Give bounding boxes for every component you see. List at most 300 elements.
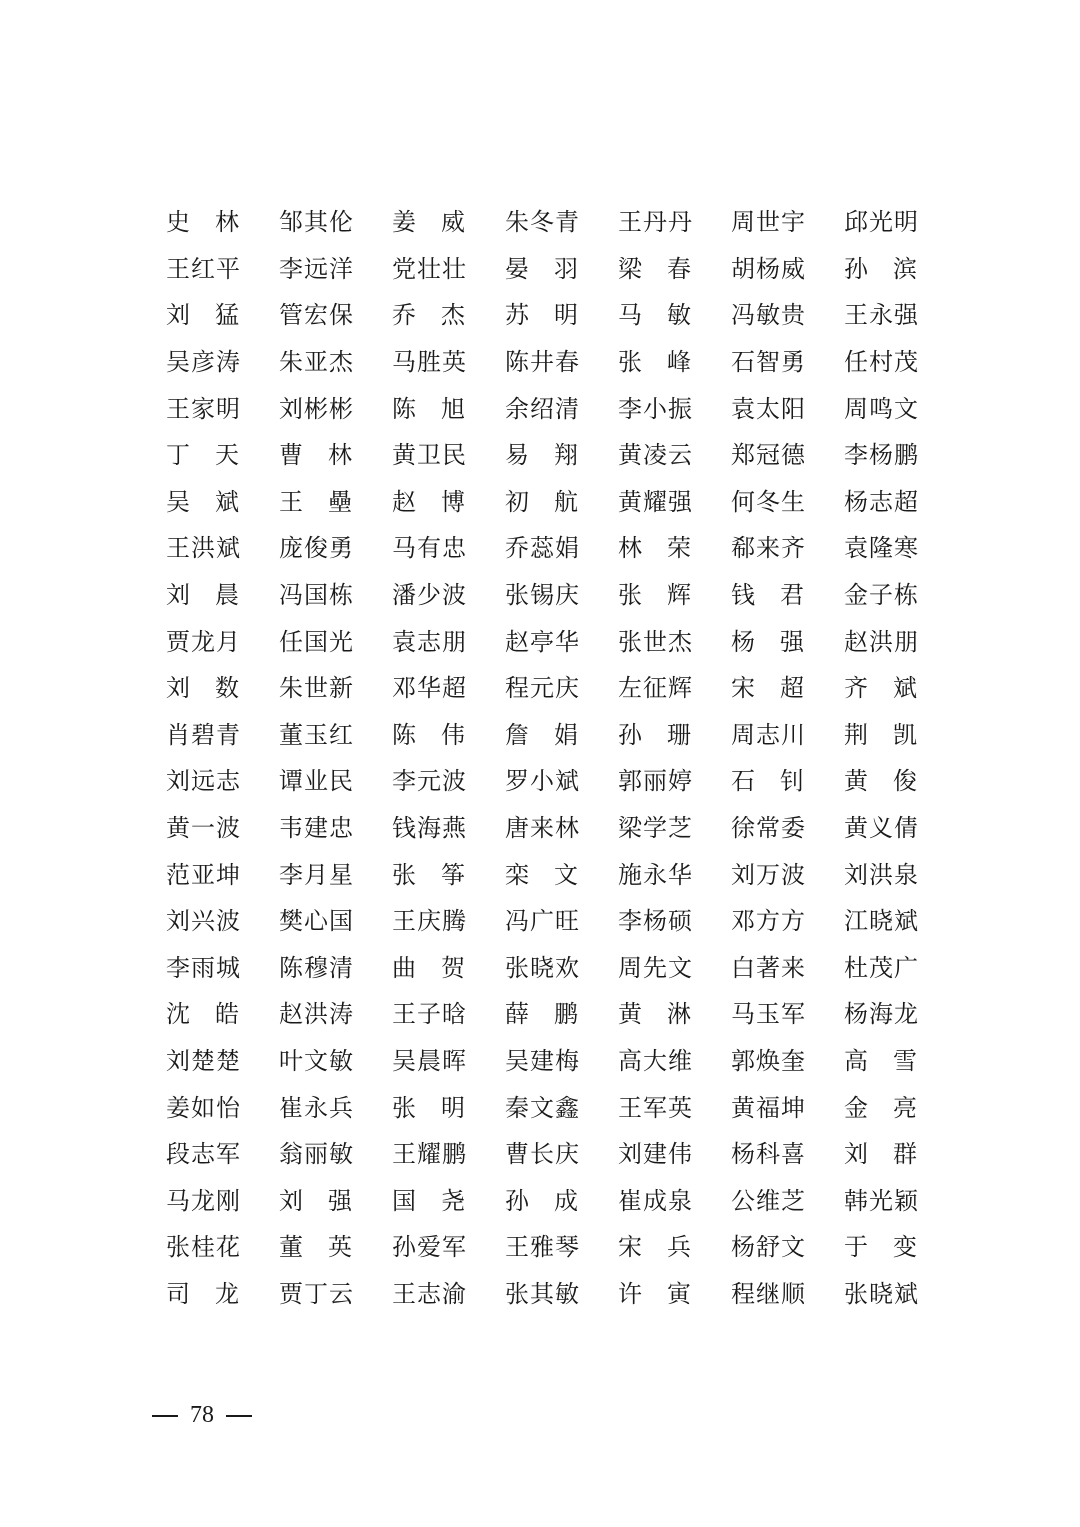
name-entry: [279, 1038, 392, 1084]
name-text: 周世宇: [731, 208, 806, 237]
name-entry: [279, 525, 392, 571]
name-row: [166, 1271, 926, 1318]
name-text: 于 变: [844, 1233, 918, 1262]
name-entry: [166, 1271, 279, 1317]
name-row: [166, 1038, 926, 1085]
name-text: 张 筝: [392, 860, 466, 889]
name-text: 石 钊: [731, 767, 805, 796]
name-text: 唐来林: [505, 814, 580, 843]
name-entry: [392, 852, 505, 898]
name-entry: [731, 619, 844, 665]
name-text: 孙 珊: [618, 720, 692, 749]
name-entry: [505, 1224, 618, 1270]
name-entry: [505, 805, 618, 851]
name-text: 任村茂: [844, 348, 919, 377]
name-entry: [279, 1178, 392, 1224]
name-row: [166, 525, 926, 572]
name-entry: [844, 712, 957, 758]
name-entry: [618, 898, 731, 944]
name-entry: [731, 852, 844, 898]
name-text: 丁 天: [166, 441, 240, 470]
name-entry: [844, 1271, 957, 1317]
name-text: 杨舒文: [731, 1233, 806, 1262]
name-text: 施永华: [618, 860, 693, 889]
name-row: [166, 898, 926, 945]
left-dash-icon: [152, 1415, 178, 1417]
name-entry: [392, 1224, 505, 1270]
name-text: 李元波: [392, 767, 467, 796]
name-entry: [618, 852, 731, 898]
name-entry: [618, 386, 731, 432]
name-entry: [731, 758, 844, 804]
name-text: 苏 明: [505, 301, 579, 330]
name-text: 晏 羽: [505, 254, 579, 283]
name-text: 李杨鹏: [844, 441, 919, 470]
name-text: 金子栋: [844, 581, 919, 610]
name-entry: [731, 945, 844, 991]
name-text: 胡杨威: [731, 254, 806, 283]
name-text: 任国光: [279, 627, 354, 656]
name-entry: [505, 1271, 618, 1317]
name-entry: [392, 898, 505, 944]
name-text: 管宏保: [279, 301, 354, 330]
name-text: 李小振: [618, 394, 693, 423]
name-text: 栾 文: [505, 860, 579, 889]
name-text: 刘 强: [279, 1186, 353, 1215]
name-text: 李雨城: [166, 953, 241, 982]
name-text: 赵洪涛: [279, 1000, 354, 1029]
name-entry: [392, 199, 505, 245]
name-text: 孙 成: [505, 1186, 579, 1215]
name-text: 李杨硕: [618, 907, 693, 936]
name-text: 张世杰: [618, 627, 693, 656]
name-entry: [166, 619, 279, 665]
name-entry: [731, 1178, 844, 1224]
name-text: 黄福坤: [731, 1093, 806, 1122]
name-entry: [279, 712, 392, 758]
name-entry: [166, 246, 279, 292]
name-entry: [505, 339, 618, 385]
name-entry: [392, 525, 505, 571]
name-row: [166, 618, 926, 665]
name-entry: [731, 432, 844, 478]
name-entry: [392, 1178, 505, 1224]
name-entry: [505, 758, 618, 804]
name-row: [166, 339, 926, 386]
name-row: [166, 1084, 926, 1131]
name-text: 钱海燕: [392, 814, 467, 843]
name-row: [166, 572, 926, 619]
name-entry: [392, 712, 505, 758]
name-text: 邹其伦: [279, 208, 354, 237]
name-entry: [844, 199, 957, 245]
name-text: 范亚坤: [166, 860, 241, 889]
name-entry: [618, 292, 731, 338]
name-entry: [279, 572, 392, 618]
name-text: 刘万波: [731, 860, 806, 889]
name-entry: [731, 525, 844, 571]
name-entry: [166, 1085, 279, 1131]
name-entry: [844, 246, 957, 292]
name-row: [166, 479, 926, 526]
name-text: 秦文鑫: [505, 1093, 580, 1122]
name-text: 江晓斌: [844, 907, 919, 936]
name-entry: [731, 199, 844, 245]
name-text: 陈 伟: [392, 720, 466, 749]
name-entry: [844, 525, 957, 571]
name-entry: [731, 339, 844, 385]
name-entry: [844, 339, 957, 385]
name-entry: [844, 1224, 957, 1270]
name-text: 党壮壮: [392, 254, 467, 283]
name-entry: [279, 619, 392, 665]
name-entry: [166, 758, 279, 804]
name-row: [166, 1224, 926, 1271]
name-entry: [731, 386, 844, 432]
name-entry: [392, 246, 505, 292]
name-text: 赵洪朋: [844, 627, 919, 656]
name-row: [166, 385, 926, 432]
name-entry: [618, 339, 731, 385]
name-entry: [505, 525, 618, 571]
name-text: 乔蕊娟: [505, 534, 580, 563]
name-text: 孙 滨: [844, 254, 918, 283]
name-text: 宋 兵: [618, 1233, 692, 1262]
name-text: 姜 威: [392, 208, 466, 237]
name-text: 马玉军: [731, 1000, 806, 1029]
name-row: [166, 199, 926, 246]
name-entry: [166, 805, 279, 851]
name-entry: [279, 665, 392, 711]
name-entry: [618, 758, 731, 804]
name-text: 许 寅: [618, 1279, 692, 1308]
name-text: 钱 君: [731, 581, 805, 610]
name-entry: [392, 665, 505, 711]
name-entry: [166, 1131, 279, 1177]
name-entry: [392, 945, 505, 991]
name-text: 李远洋: [279, 254, 354, 283]
name-text: 朱亚杰: [279, 348, 354, 377]
name-entry: [166, 665, 279, 711]
name-text: 宋 超: [731, 674, 805, 703]
name-entry: [844, 805, 957, 851]
name-entry: [505, 246, 618, 292]
name-text: 王子晗: [392, 1000, 467, 1029]
name-row: [166, 945, 926, 992]
name-text: 董玉红: [279, 720, 354, 749]
name-row: [166, 758, 926, 805]
name-text: 郗来齐: [731, 534, 806, 563]
name-text: 杨 强: [731, 627, 805, 656]
name-text: 马龙刚: [166, 1186, 241, 1215]
name-text: 沈 皓: [166, 1000, 240, 1029]
name-entry: [279, 991, 392, 1037]
name-text: 齐 斌: [844, 674, 918, 703]
name-text: 陈穆清: [279, 953, 354, 982]
name-entry: [505, 945, 618, 991]
name-entry: [844, 386, 957, 432]
name-text: 王庆腾: [392, 907, 467, 936]
name-entry: [166, 432, 279, 478]
name-text: 杨科喜: [731, 1140, 806, 1169]
name-text: 王丹丹: [618, 208, 693, 237]
name-entry: [166, 1178, 279, 1224]
name-text: 易 翔: [505, 441, 579, 470]
name-row: [166, 1131, 926, 1178]
name-entry: [166, 991, 279, 1037]
name-text: 张晓斌: [844, 1279, 919, 1308]
name-text: 黄耀强: [618, 487, 693, 516]
name-row: [166, 432, 926, 479]
name-text: 朱世新: [279, 674, 354, 703]
name-entry: [279, 1085, 392, 1131]
name-text: 高大维: [618, 1046, 693, 1075]
name-text: 黄义倩: [844, 814, 919, 843]
name-text: 乔 杰: [392, 301, 466, 330]
name-entry: [844, 1131, 957, 1177]
name-entry: [731, 1224, 844, 1270]
name-entry: [618, 619, 731, 665]
name-entry: [731, 991, 844, 1037]
name-entry: [166, 339, 279, 385]
name-entry: [392, 1271, 505, 1317]
name-text: 刘 猛: [166, 301, 240, 330]
name-entry: [731, 479, 844, 525]
name-entry: [392, 432, 505, 478]
name-entry: [505, 199, 618, 245]
name-text: 贾龙月: [166, 627, 241, 656]
name-entry: [166, 945, 279, 991]
name-row: [166, 1177, 926, 1224]
name-text: 刘 晨: [166, 581, 240, 610]
name-text: 程元庆: [505, 674, 580, 703]
name-entry: [844, 292, 957, 338]
name-entry: [166, 199, 279, 245]
name-row: [166, 246, 926, 293]
name-text: 余绍清: [505, 394, 580, 423]
name-entry: [844, 945, 957, 991]
name-entry: [731, 1085, 844, 1131]
name-text: 吴晨晖: [392, 1046, 467, 1075]
name-entry: [392, 619, 505, 665]
name-text: 朱冬青: [505, 208, 580, 237]
name-text: 翁丽敏: [279, 1140, 354, 1169]
name-entry: [731, 572, 844, 618]
name-entry: [279, 386, 392, 432]
name-text: 曹长庆: [505, 1140, 580, 1169]
name-entry: [505, 1038, 618, 1084]
name-text: 韩光颖: [844, 1186, 919, 1215]
name-entry: [392, 292, 505, 338]
name-text: 冯国栋: [279, 581, 354, 610]
name-text: 樊心国: [279, 907, 354, 936]
name-text: 陈井春: [505, 348, 580, 377]
name-text: 徐常委: [731, 814, 806, 843]
name-entry: [392, 1131, 505, 1177]
name-text: 王雅琴: [505, 1233, 580, 1262]
name-text: 刘洪泉: [844, 860, 919, 889]
name-entry: [392, 572, 505, 618]
name-entry: [279, 199, 392, 245]
name-entry: [618, 991, 731, 1037]
name-text: 张锡庆: [505, 581, 580, 610]
name-text: 白著来: [731, 953, 806, 982]
name-entry: [844, 665, 957, 711]
name-entry: [505, 1131, 618, 1177]
name-text: 郑冠德: [731, 441, 806, 470]
name-text: 邓华超: [392, 674, 467, 703]
name-entry: [279, 339, 392, 385]
name-entry: [618, 1271, 731, 1317]
name-entry: [731, 665, 844, 711]
name-entry: [279, 479, 392, 525]
name-entry: [731, 898, 844, 944]
name-text: 袁隆寒: [844, 534, 919, 563]
name-text: 孙爱军: [392, 1233, 467, 1262]
name-entry: [279, 432, 392, 478]
name-text: 王志渝: [392, 1279, 467, 1308]
name-entry: [505, 991, 618, 1037]
name-entry: [505, 432, 618, 478]
name-text: 刘兴波: [166, 907, 241, 936]
name-text: 曹 林: [279, 441, 353, 470]
name-entry: [166, 712, 279, 758]
name-text: 贾丁云: [279, 1279, 354, 1308]
name-entry: [505, 852, 618, 898]
name-entry: [618, 945, 731, 991]
name-text: 王红平: [166, 254, 241, 283]
name-entry: [166, 852, 279, 898]
name-entry: [618, 246, 731, 292]
name-entry: [392, 758, 505, 804]
name-entry: [844, 852, 957, 898]
name-text: 刘 数: [166, 674, 240, 703]
name-text: 张 峰: [618, 348, 692, 377]
name-text: 石智勇: [731, 348, 806, 377]
right-dash-icon: [226, 1415, 252, 1417]
name-text: 王军英: [618, 1093, 693, 1122]
name-text: 黄 俊: [844, 767, 918, 796]
name-row: [166, 851, 926, 898]
name-entry: [505, 898, 618, 944]
name-row: [166, 991, 926, 1038]
name-text: 周鸣文: [844, 394, 919, 423]
name-text: 荆 凯: [844, 720, 918, 749]
name-entry: [618, 1085, 731, 1131]
name-text: 张 明: [392, 1093, 466, 1122]
name-text: 黄 淋: [618, 1000, 692, 1029]
name-entry: [618, 572, 731, 618]
name-entry: [731, 1131, 844, 1177]
name-text: 黄卫民: [392, 441, 467, 470]
name-text: 高 雪: [844, 1046, 918, 1075]
name-entry: [279, 945, 392, 991]
name-entry: [279, 852, 392, 898]
name-entry: [618, 712, 731, 758]
name-entry: [166, 292, 279, 338]
name-text: 刘建伟: [618, 1140, 693, 1169]
name-text: 张 辉: [618, 581, 692, 610]
name-text: 姜如怡: [166, 1093, 241, 1122]
name-text: 黄凌云: [618, 441, 693, 470]
name-entry: [505, 1178, 618, 1224]
name-text: 吴建梅: [505, 1046, 580, 1075]
name-text: 詹 娟: [505, 720, 579, 749]
name-entry: [279, 292, 392, 338]
name-entry: [618, 432, 731, 478]
name-text: 张桂花: [166, 1233, 241, 1262]
name-text: 袁志朋: [392, 627, 467, 656]
name-text: 梁学芝: [618, 814, 693, 843]
name-text: 王永强: [844, 301, 919, 330]
name-entry: [392, 991, 505, 1037]
name-entry: [279, 805, 392, 851]
name-entry: [844, 619, 957, 665]
name-text: 史 林: [166, 208, 240, 237]
page-number: 78: [190, 1402, 214, 1428]
name-text: 林 荣: [618, 534, 692, 563]
name-text: 韦建忠: [279, 814, 354, 843]
name-text: 初 航: [505, 487, 579, 516]
name-entry: [618, 1224, 731, 1270]
name-entry: [392, 1038, 505, 1084]
name-text: 潘少波: [392, 581, 467, 610]
name-row: [166, 805, 926, 852]
name-text: 张晓欢: [505, 953, 580, 982]
name-text: 崔成泉: [618, 1186, 693, 1215]
name-entry: [618, 805, 731, 851]
name-text: 公维芝: [731, 1186, 806, 1215]
name-text: 陈 旭: [392, 394, 466, 423]
name-entry: [166, 386, 279, 432]
name-text: 杨志超: [844, 487, 919, 516]
name-entry: [844, 991, 957, 1037]
name-entry: [279, 758, 392, 804]
name-text: 崔永兵: [279, 1093, 354, 1122]
name-entry: [505, 1085, 618, 1131]
name-entry: [618, 1038, 731, 1084]
name-row: [166, 292, 926, 339]
name-entry: [618, 1131, 731, 1177]
name-text: 左征辉: [618, 674, 693, 703]
name-text: 肖碧青: [166, 720, 241, 749]
name-text: 国 尧: [392, 1186, 466, 1215]
name-text: 王洪斌: [166, 534, 241, 563]
name-text: 邓方方: [731, 907, 806, 936]
name-entry: [279, 1131, 392, 1177]
name-text: 梁 春: [618, 254, 692, 283]
name-entry: [844, 1038, 957, 1084]
name-entry: [505, 292, 618, 338]
name-entry: [279, 246, 392, 292]
name-entry: [166, 479, 279, 525]
name-entry: [844, 572, 957, 618]
name-entry: [731, 1038, 844, 1084]
name-entry: [166, 525, 279, 571]
name-text: 段志军: [166, 1140, 241, 1169]
name-entry: [505, 712, 618, 758]
name-entry: [392, 386, 505, 432]
name-text: 罗小斌: [505, 767, 580, 796]
name-entry: [166, 1038, 279, 1084]
page-number-footer: [152, 1402, 252, 1429]
name-entry: [844, 898, 957, 944]
name-list-grid: [166, 199, 926, 1317]
name-text: 刘远志: [166, 767, 241, 796]
name-entry: [844, 758, 957, 804]
name-text: 杜茂广: [844, 953, 919, 982]
name-text: 杨海龙: [844, 1000, 919, 1029]
